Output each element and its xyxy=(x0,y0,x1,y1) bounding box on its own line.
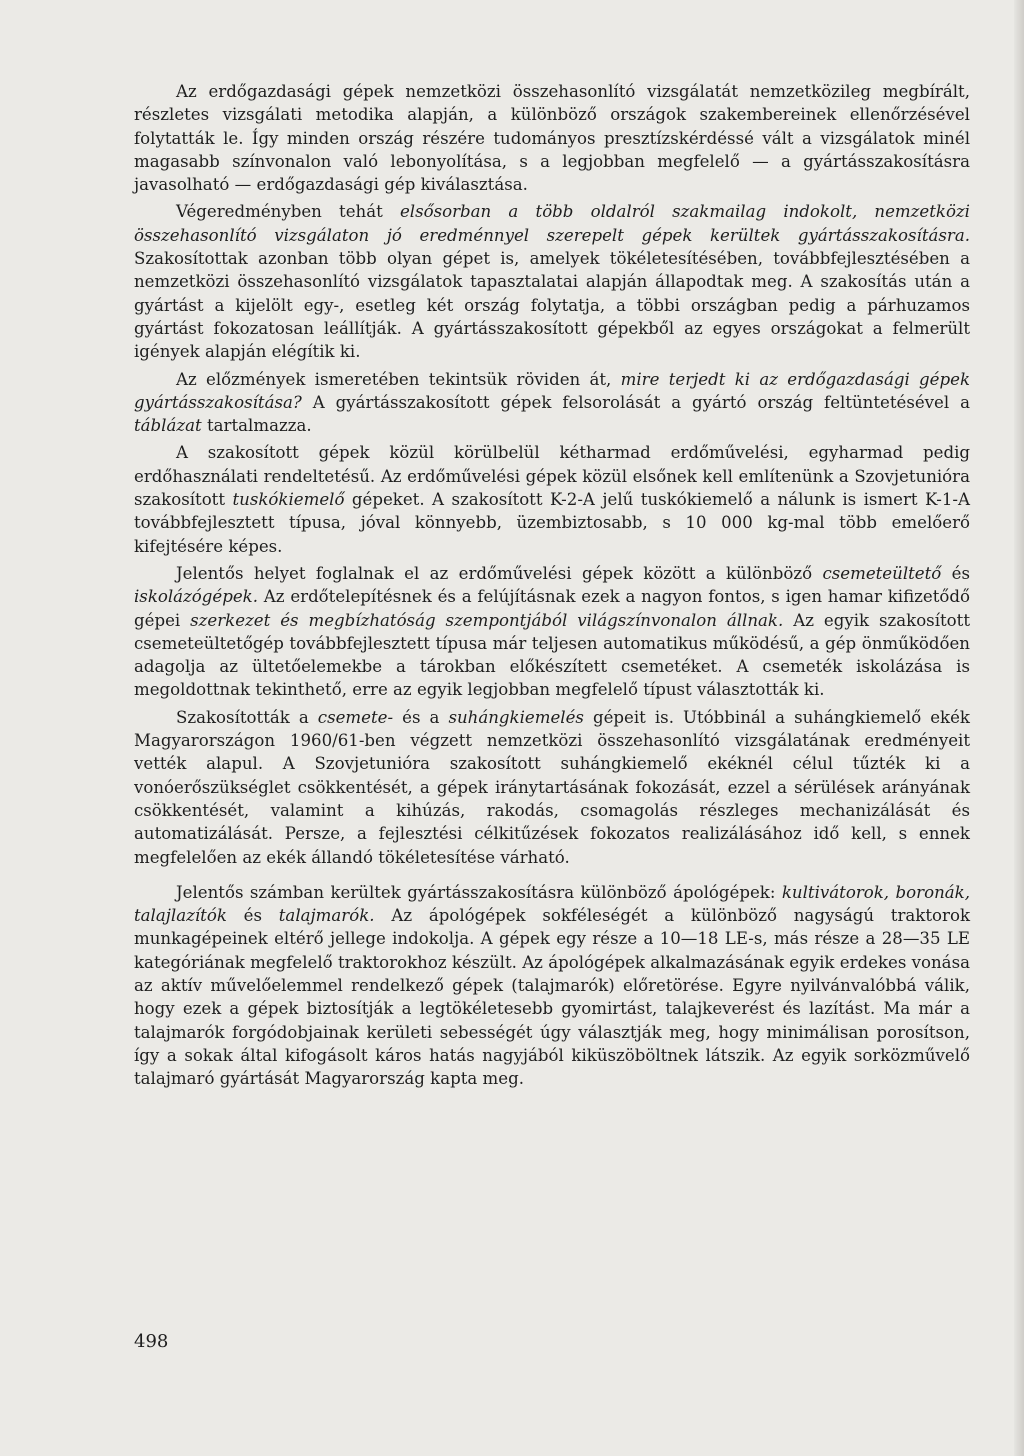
paragraph xyxy=(134,881,970,1091)
text-span: Az erdőgazdasági gépek nemzetközi összehasonlító vizsgálatát nemzetközileg megbírált, részletes vizsgálati metodika alapján, a különböző országok szakembereinek ellenőrzésével folytatták le. Így minden ország részére tudományos presztízskérdéssé vált a vizsgálatok minél magasabb színvonalon való lebonyolítása, s a legjobban megfelelő — a gyártásszakosításra javasolható — erdőgazdasági gép kiválasztása. xyxy=(134,82,970,195)
text-span: és xyxy=(941,563,970,583)
italic-text: mire terjedt ki az erdőgazdasági gépek gyártásszakosítása? xyxy=(134,369,970,412)
text-span: gépeit is. Utóbbinál a suhángkiemelő ekék Magyarországon 1960/61-ben végzett nemzetközi összehasonlító vizsgálatának eredményeit vették alapul. A Szovjetunióra szakosított suhángkiemelő ekéknél célul tűzték ki a vonóerőszükséglet csökkentését, a gépek iránytartásának fokozását, ezzel a sérülések arányának csökkentését, valamint a kihúzás, rakodás, csomagolás részleges mechanizálását és automatizálását. Persze, a fejlesztési célkitűzések fokozatos realizálásához idő kell, s ennek megfelelően az ekék állandó tökéletesítése várható. xyxy=(134,707,970,867)
paragraph xyxy=(134,80,970,196)
text-span: Az egyik szakosított csemeteültetőgép továbbfejlesztett típusa már teljesen automatikus működésű, a gép önműködően adagolja az ültetőelemekbe a tárokban előkészített csemetéket. A csemeték iskolázása is megoldottnak tekinthető, erre az egyik legjobban megfelelő típust választották ki. xyxy=(134,610,971,700)
text-span: Az erdőtelepítésnek és a felújításnak ezek a nagyon fontos, s igen hamar kifizetődő gépei xyxy=(134,587,970,630)
text-span: gépeket. A szakosított K-2-A jelű tuskókiemelő a nálunk is ismert K-1-A továbbfejlesztett típusa, jóval könnyebb, üzembiztosabb, s 10 000 kg-mal több emelőerő kifejtésére képes. xyxy=(134,490,971,556)
italic-text: suhángkiemelés xyxy=(448,707,584,727)
text-span: A gyártásszakosított gépek felsorolását a gyártó ország feltüntetésével a xyxy=(301,392,970,412)
italic-text: iskolázógépek. xyxy=(134,587,259,607)
text-span: és xyxy=(226,906,279,926)
text-span: Jelentős helyet foglalnak el az erdőművelési gépek között a különböző xyxy=(176,563,823,583)
italic-text: csemeteültető xyxy=(822,563,942,583)
text-span: és a xyxy=(393,707,449,727)
paragraph xyxy=(134,562,970,702)
text-span: Jelentős számban kerültek gyártásszakosításra különböző ápológépek: xyxy=(176,882,782,902)
italic-text: elsősorban a több oldalról szakmailag indokolt, nemzetközi összehasonlító vizsgálaton jó eredménnyel szerepelt gépek kerültek gyártásszakosításra. xyxy=(134,202,970,245)
text-span: Szakosítottak azonban több olyan gépet is, amelyek tökéletesítésében, továbbfejlesztésében a nemzetközi összehasonlító vizsgálatok tapasztalatai alapján állapodtak meg. A szakosítás után a gyártást a kijelölt egy-, esetleg két ország folytatja, a többi országban pedig a párhuzamos gyártást fokozatosan leállítják. A gyártásszakosított gépekből az egyes országokat a felmerült igények alapján elégítik ki. xyxy=(134,249,970,362)
italic-text: szerkezet és megbízhatóság szempontjából világszínvonalon állnak. xyxy=(190,610,784,630)
text-span: Szakosították a xyxy=(176,707,318,727)
italic-text: csemete- xyxy=(317,707,394,727)
text-span: A szakosított gépek közül körülbelül kétharmad erdőművelési, egyharmad pedig erdőhasználati rendeltetésű. Az erdőművelési gépek közül elsőnek kell említenünk a Szovjetunióra szakosított xyxy=(134,443,970,510)
text-span: tartalmazza. xyxy=(201,416,312,436)
italic-text: talajmarók. xyxy=(278,906,375,926)
paragraph xyxy=(134,706,970,869)
paragraph xyxy=(134,441,970,557)
italic-text: kultivátorok, boronák, talajlazítók xyxy=(134,882,970,926)
text-span: Az előzmények ismeretében tekintsük röviden át, xyxy=(176,369,621,389)
page-edge xyxy=(1014,0,1024,1456)
page-number: 498 xyxy=(134,1331,169,1352)
italic-text: tuskókiemelő xyxy=(232,490,345,510)
text-span: Az ápológépek sokféleségét a különböző nagyságú traktorok munkagépeinek eltérő jellege indokolja. A gépek egy része a 10—18 LE-s, más része a 28—35 LE kategóriának megfelelő traktorokhoz készült. Az ápológépek alkalmazásának egyik erdekes vonása az aktív művelőelemmel rendelkező gépek (talajmarók) előretörése. Egyre nyilvánvalóbbá válik, hogy ezek a gépek biztosítják a legtökéletesebb gyomirtást, talajkeverést és lazítást. Ma már a talajmarók forgódobjainak kerületi sebességét úgy választják meg, hogy minimálisan porosítson, így a sokak által kifogásolt káros hatás nagyjából kiküszöböltnek látszik. Az egyik sorközművelő talajmaró gyártását Magyarország kapta meg. xyxy=(134,906,970,1089)
text-span: Végeredményben tehát xyxy=(176,202,400,222)
paragraph xyxy=(134,200,970,363)
italic-text: táblázat xyxy=(134,416,202,436)
paragraph xyxy=(134,368,970,438)
body-text xyxy=(134,80,970,1094)
